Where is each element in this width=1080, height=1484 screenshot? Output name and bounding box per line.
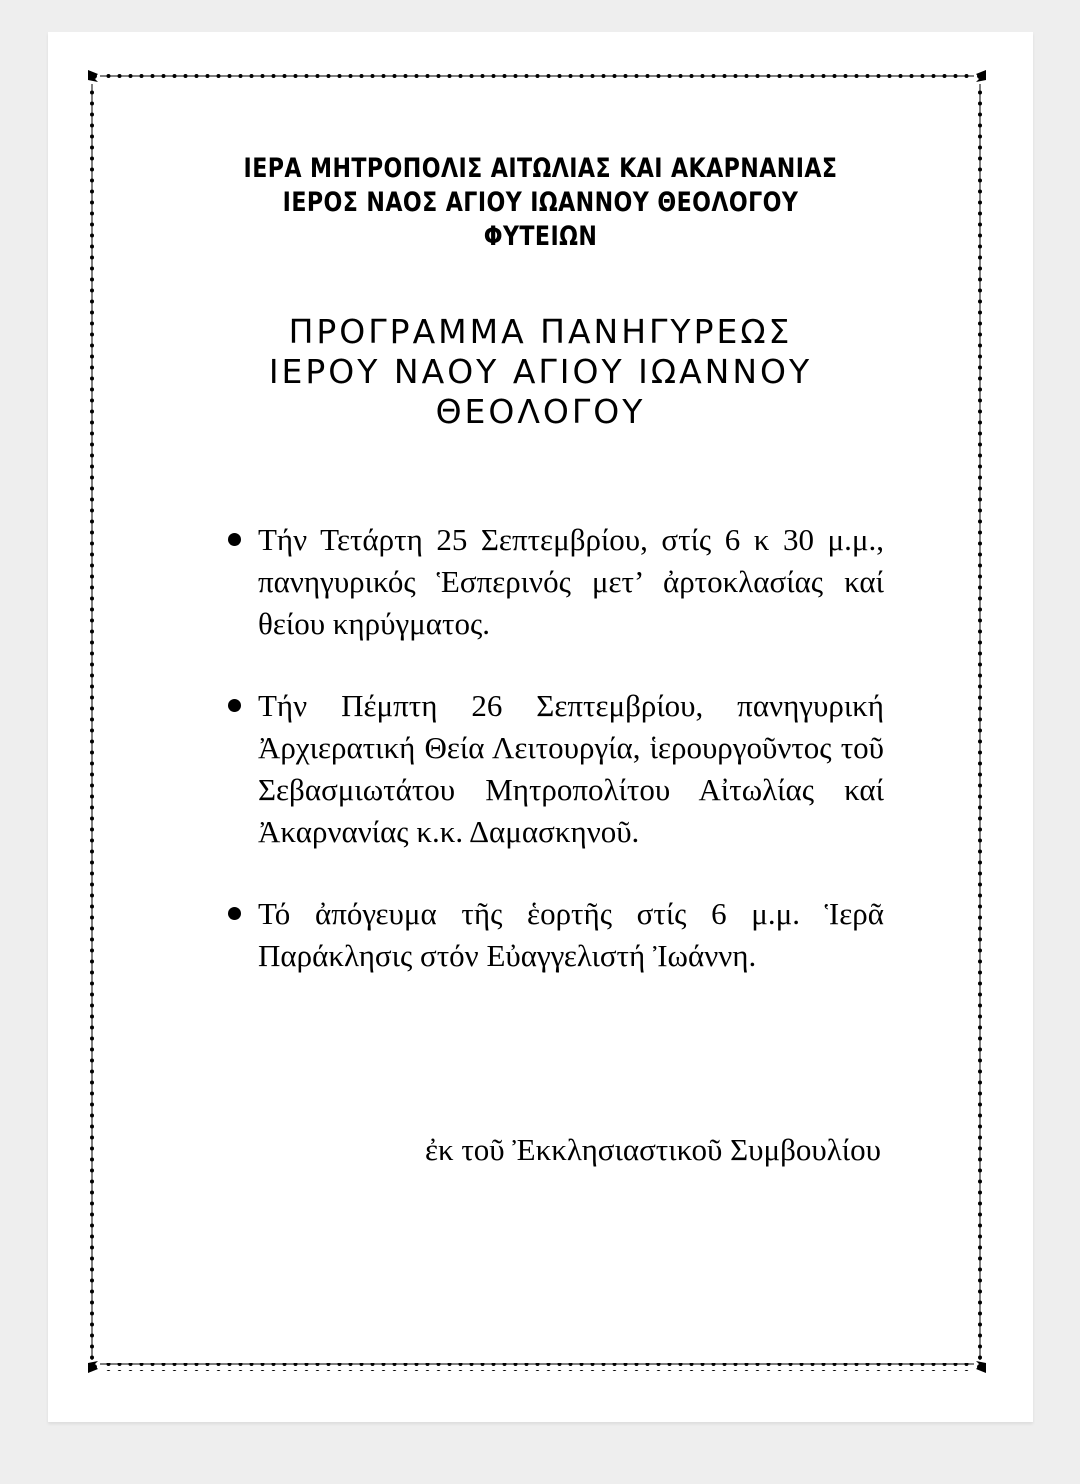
event-vespers-text: Τήν Τετάρτη 25 Σεπτεμβρίου, στίς 6 κ 30 μ.μ., πανηγυρικός Ἑσπερινός μετ’ ἀρτοκλασίας καί θείου κηρύγματος. xyxy=(258,522,884,641)
bullet-dot xyxy=(228,533,241,546)
event-liturgy xyxy=(224,685,884,853)
event-paraklesis xyxy=(224,893,884,977)
signature: ἐκ τοῦ Ἐκκλησιαστικοῦ Συμβουλίου xyxy=(424,1132,881,1167)
header-line-church: ΙΕΡΟΣ ΝΑΟΣ ΑΓΙΟΥ ΙΩΑΝΝΟΥ ΘΕΟΛΟΓΟΥ xyxy=(282,187,799,218)
metropolis-header xyxy=(137,152,945,254)
event-paraklesis-text: Τό ἀπόγευμα τῆς ἑορτῆς στίς 6 μ.μ. Ἱερᾶ Παράκλησις στόν Εὐαγγελιστή Ἰωάννη. xyxy=(258,896,884,973)
program-title xyxy=(48,312,1033,432)
program-title-line-2: ΙΕΡΟΥ ΝΑΟΥ ΑΓΙΟΥ ΙΩΑΝΝΟΥ xyxy=(268,352,813,391)
bullet-dot xyxy=(228,907,241,920)
event-vespers xyxy=(224,519,884,645)
event-list xyxy=(224,519,884,1017)
event-liturgy-text: Τήν Πέμπτη 26 Σεπτεμβρίου, πανηγυρική Ἀρχιερατική Θεία Λειτουργία, ἱερουργοῦντος τοῦ Σεβασμιωτάτου Μητροπολίτου Αἰτωλίας καί Ἀκαρνανίας κ.κ. Δαμασκηνοῦ. xyxy=(258,688,884,849)
header-line-village: ΦΥΤΕΙΩΝ xyxy=(483,221,598,252)
header-line-metropolis: ΙΕΡΑ ΜΗΤΡΟΠΟΛΙΣ ΑΙΤΩΛΙΑΣ ΚΑΙ ΑΚΑΡΝΑΝΙΑΣ xyxy=(243,153,838,184)
document-page xyxy=(48,32,1033,1422)
program-title-line-1: ΠΡΟΓΡΑΜΜΑ ΠΑΝΗΓΥΡΕΩΣ xyxy=(288,312,793,351)
bullet-dot xyxy=(228,699,241,712)
program-title-line-3: ΘΕΟΛΟΓΟΥ xyxy=(435,392,646,431)
